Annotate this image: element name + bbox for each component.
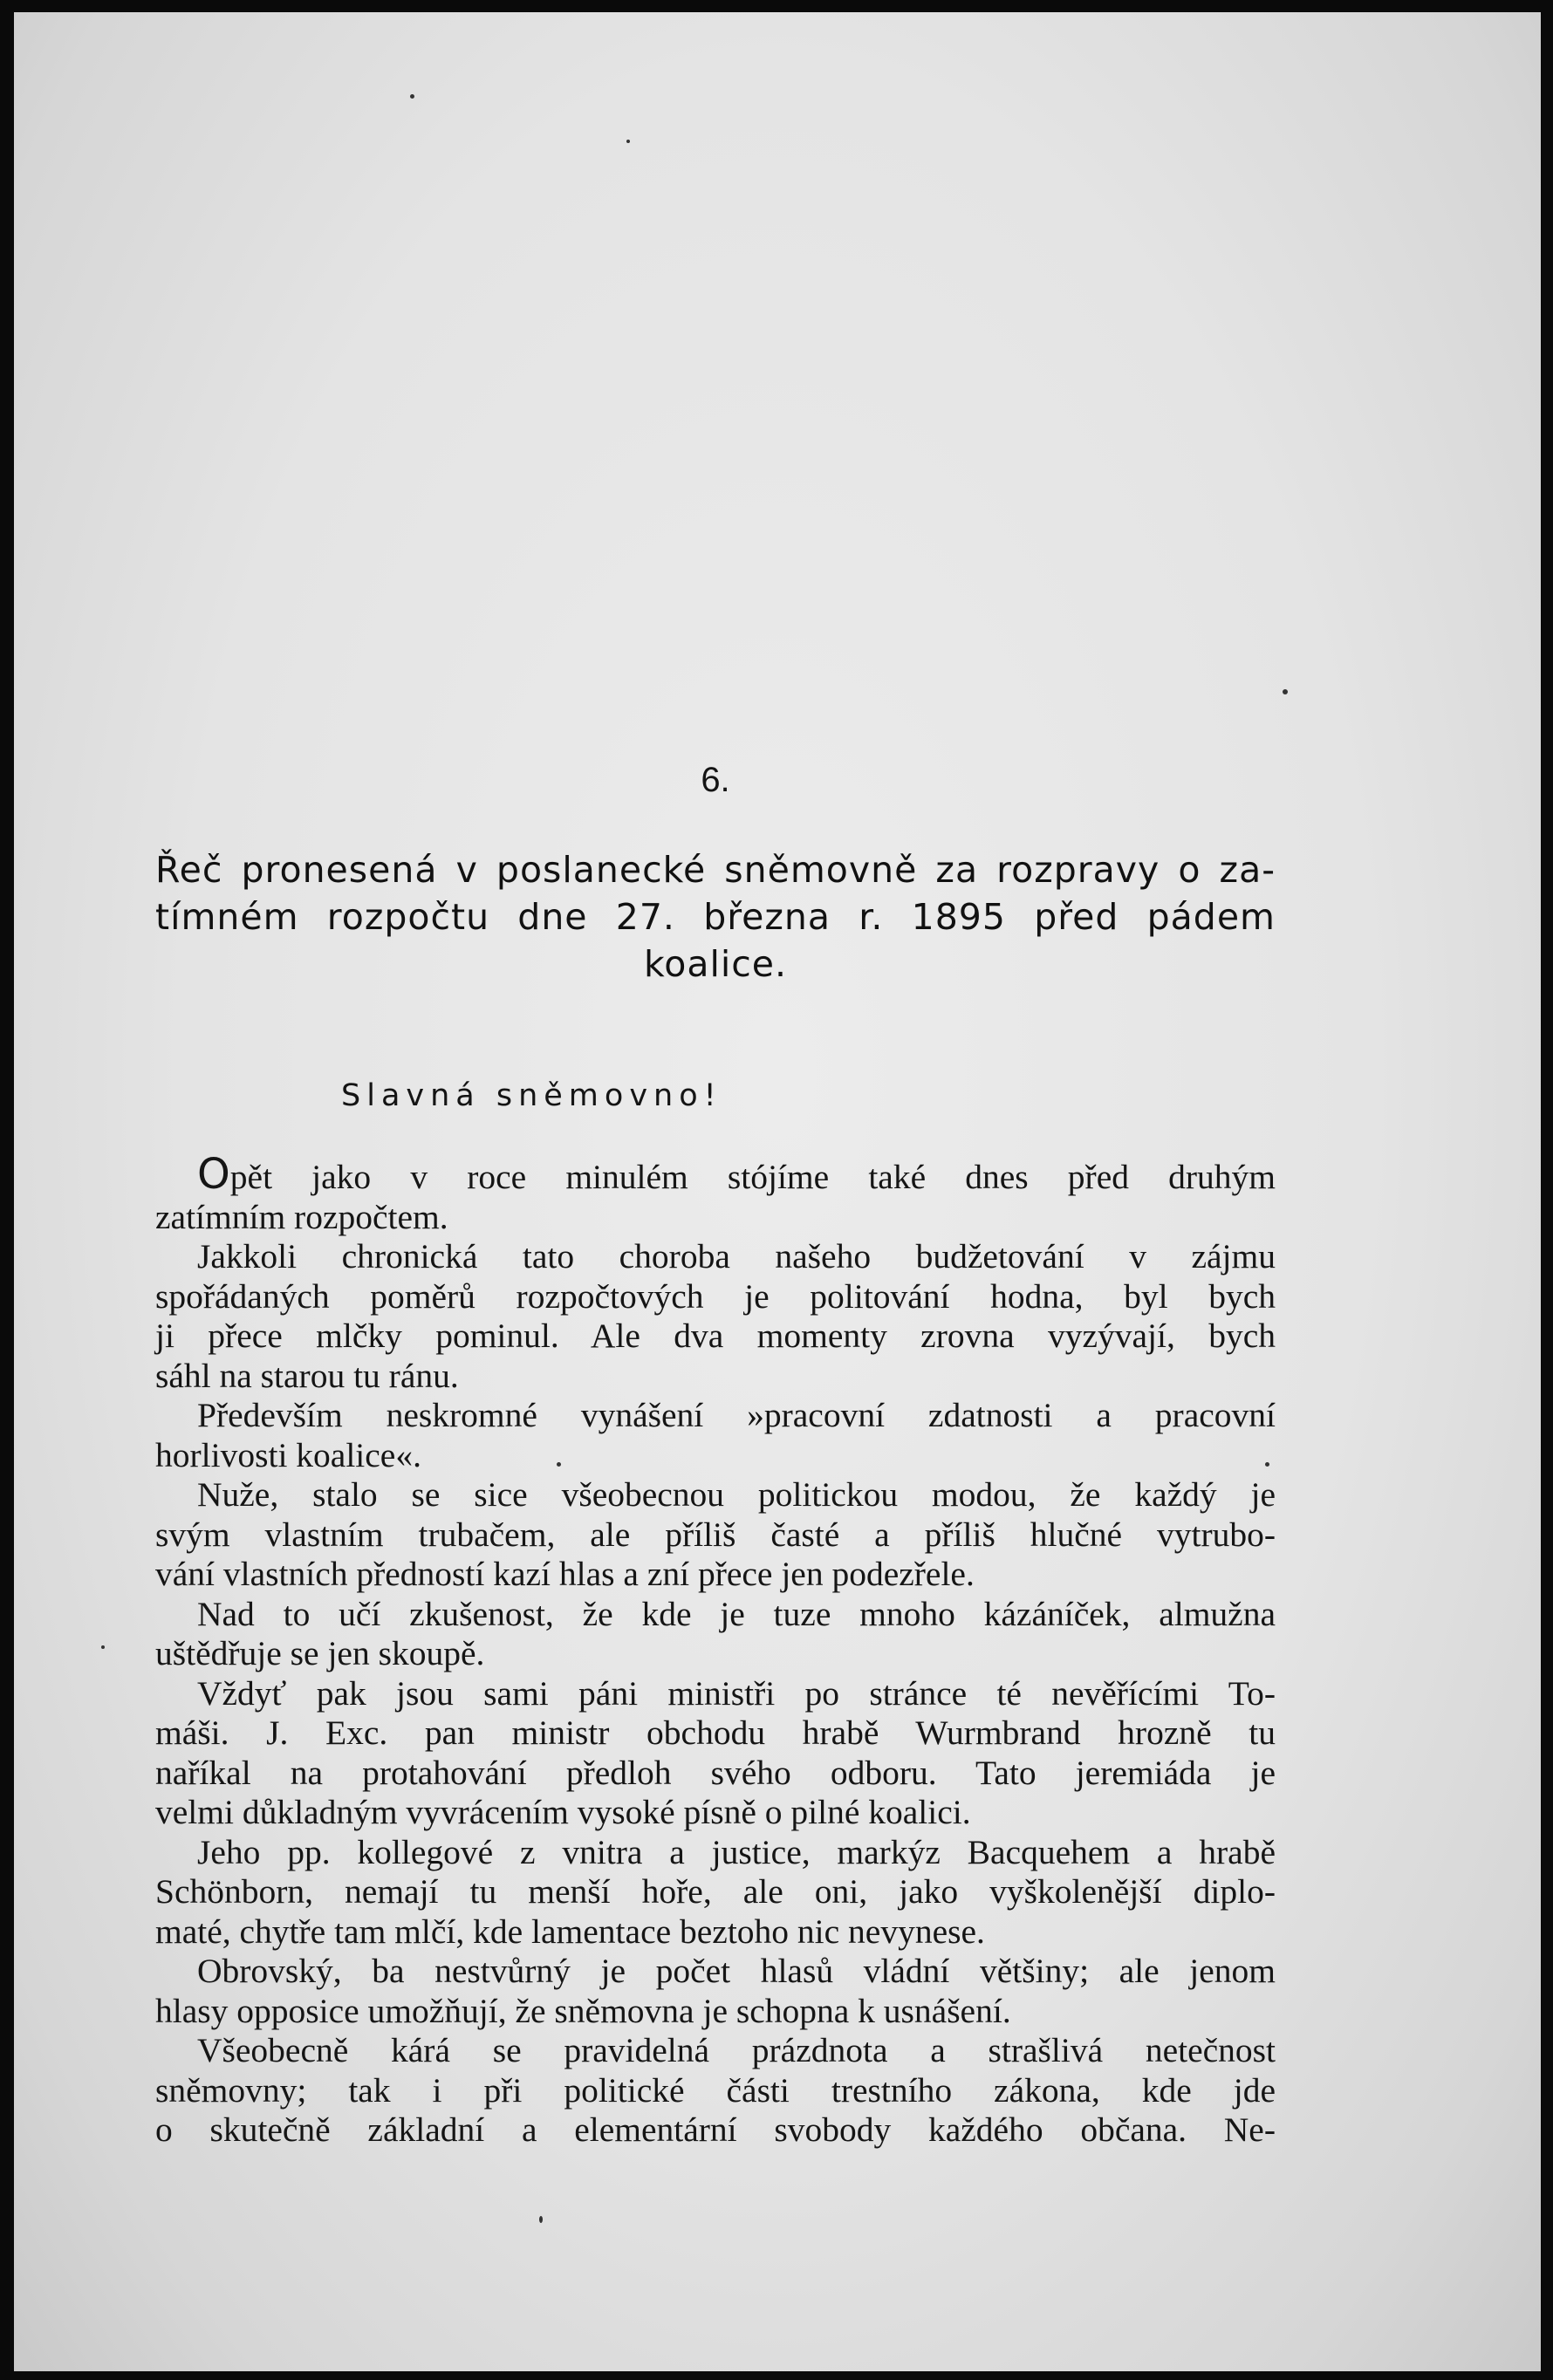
body-line: ji přece mlčky pominul. Ale dva momenty zrovna vyzývají, bych <box>155 1317 1276 1355</box>
scan-border-top <box>0 0 1553 12</box>
body-line: Všeobecně kárá se pravidelná prázdnota a strašlivá netečnost <box>197 2031 1276 2069</box>
speech-body <box>155 1150 1276 2151</box>
paper-speck <box>626 140 630 143</box>
paper-speck <box>539 2216 543 2223</box>
body-line: svým vlastním trubačem, ale příliš časté a příliš hlučné vytrubo- <box>155 1515 1276 1554</box>
paper-speck <box>101 1645 105 1649</box>
title-line: koalice. <box>643 943 788 985</box>
title-line: tímném rozpočtu dne 27. března r. 1895 před pádem <box>155 896 1276 938</box>
paper-speck <box>410 94 414 99</box>
body-line: naříkal na protahování předloh svého odboru. Tato jeremiáda je <box>155 1753 1276 1792</box>
body-line: horlivosti koalice«. <box>155 1435 421 1474</box>
body-line: Obrovský, ba nestvůrný je počet hlasů vládní většiny; ale jenom <box>197 1952 1276 1990</box>
body-line: sáhl na starou tu ránu. <box>155 1356 459 1395</box>
body-line: spořádaných poměrů rozpočtových je politování hodna, byl bych <box>155 1276 1276 1316</box>
body-line-text: pět jako v roce minulém stójíme také dnes před druhým <box>229 1158 1276 1196</box>
paper-speck <box>1283 689 1288 694</box>
body-line: Jakkoli chronická tato choroba našeho budžetování v zájmu <box>197 1237 1276 1275</box>
body-line: Vždyť pak jsou sami páni ministři po stránce té nevěřícími To- <box>197 1673 1276 1713</box>
body-line: Jeho pp. kollegové z vnitra a justice, markýz Bacquehem a hrabě <box>197 1832 1276 1871</box>
body-line: o skutečně základní a elementární svobody každého občana. Ne- <box>155 2110 1276 2149</box>
drop-cap: O <box>197 1150 230 1199</box>
body-line: máši. J. Exc. pan ministr obchodu hrabě Wurmbrand hrozně tu <box>155 1713 1276 1752</box>
scan-border-bottom <box>0 2371 1553 2380</box>
body-line: Především neskromné vynášení »pracovní zdatnosti a pracovní <box>197 1396 1276 1434</box>
salutation: Slavná sněmovno! <box>341 1078 722 1113</box>
body-line: Nad to učí zkušenost, že kde je tuze mnoho kázáníček, almužna <box>197 1594 1276 1633</box>
body-line: Schönborn, nemají tu menší hoře, ale oni, jako vyškolenější diplo- <box>155 1872 1276 1911</box>
body-line: maté, chytře tam mlčí, kde lamentace beztoho nic nevynese. <box>155 1912 985 1951</box>
body-line: uštědřuje se jen skoupě. <box>155 1634 485 1672</box>
body-line: vání vlastních předností kazí hlas a zní přece jen podezřele. <box>155 1555 975 1593</box>
scan-border-left <box>0 0 14 2380</box>
scan-border-right <box>1541 0 1553 2380</box>
body-line: zatímním rozpočtem. <box>155 1197 448 1236</box>
body-line: sněmovny; tak i při politické části trestního zákona, kde jde <box>155 2070 1276 2110</box>
body-line: hlasy opposice umožňují, že sněmovna je schopna k usnášení. <box>155 1991 1011 2030</box>
title-line: Řeč pronesená v poslanecké sněmovně za rozpravy o za- <box>155 849 1276 891</box>
body-line <box>155 1150 1276 1199</box>
page-number: 6. <box>701 761 730 799</box>
speech-title <box>155 846 1276 988</box>
body-line: Nuže, stalo se sice všeobecnou politickou modou, že každý je <box>197 1475 1276 1514</box>
body-line: velmi důkladným vyvrácením vysoké písně o pilné koalici. <box>155 1793 971 1831</box>
